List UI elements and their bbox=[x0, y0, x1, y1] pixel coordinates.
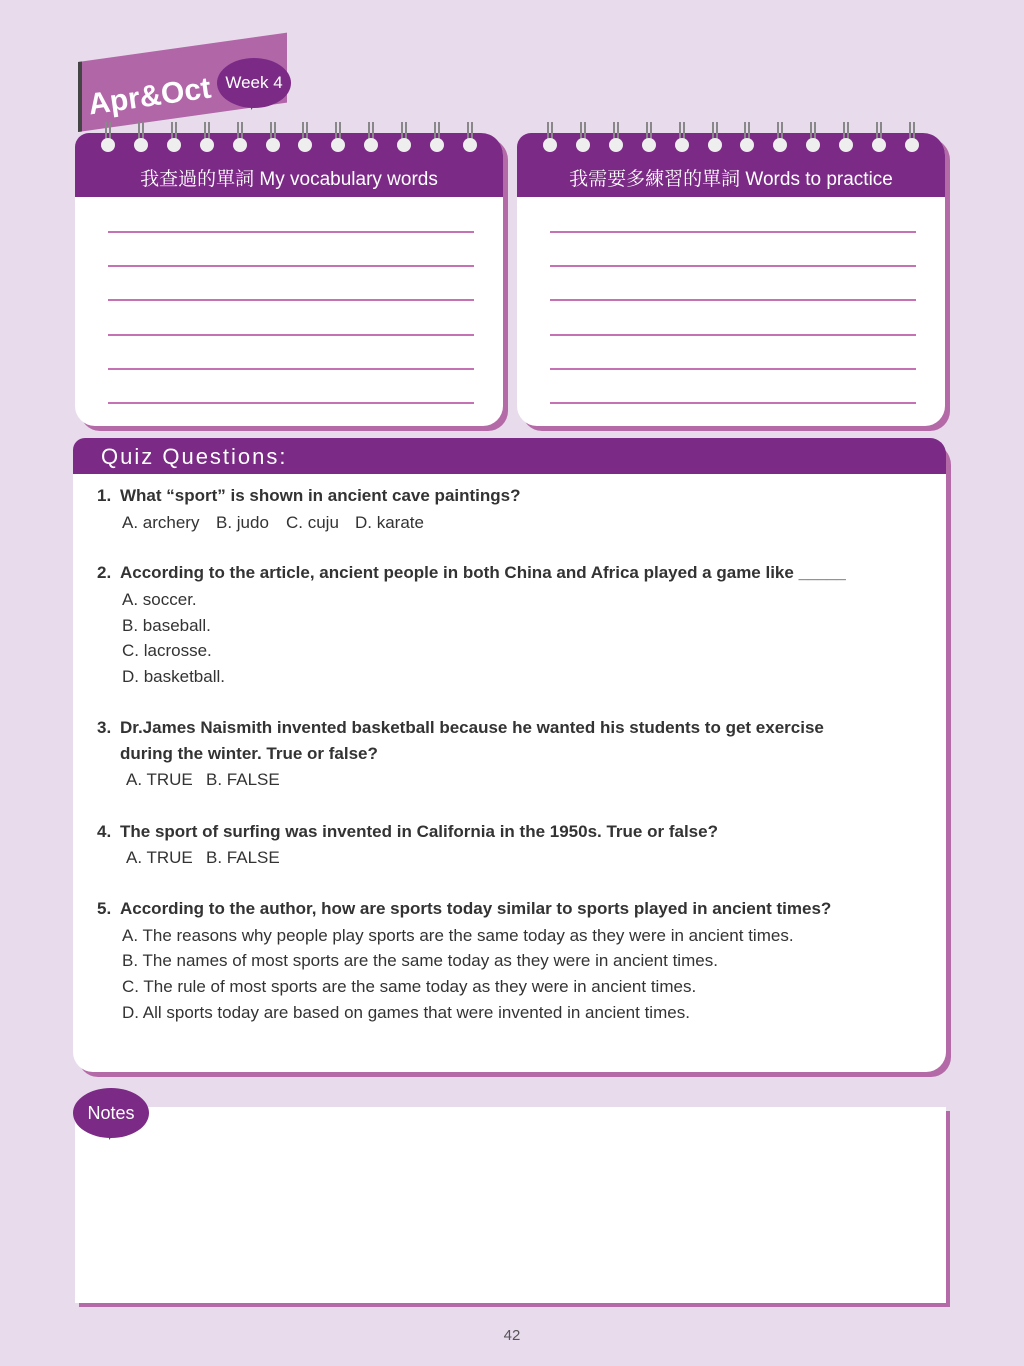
q2-option-b[interactable]: B. baseball. bbox=[122, 616, 211, 635]
spiral-ring bbox=[200, 138, 214, 152]
notes-box[interactable] bbox=[75, 1107, 946, 1303]
quiz-box bbox=[73, 438, 946, 1072]
spiral-ring bbox=[642, 138, 656, 152]
spiral-ring bbox=[233, 138, 247, 152]
spiral-ring bbox=[430, 138, 444, 152]
q3-option-a[interactable]: A. TRUE bbox=[126, 770, 193, 789]
vocab-title: 我查過的單詞 My vocabulary words bbox=[75, 133, 503, 197]
spiral-ring bbox=[397, 138, 411, 152]
writing-line[interactable] bbox=[550, 299, 916, 301]
writing-line[interactable] bbox=[108, 334, 474, 336]
month-label: Apr&Oct bbox=[86, 71, 213, 122]
notes-label: Notes bbox=[73, 1088, 149, 1138]
q5-option-b[interactable]: B. The names of most sports are the same today as they were in ancient times. bbox=[122, 951, 718, 970]
spiral-ring bbox=[543, 138, 557, 152]
q3-option-b[interactable]: B. FALSE bbox=[206, 770, 280, 789]
question-5: 5. According to the author, how are sports today similar to sports played in ancient times? bbox=[97, 899, 832, 918]
q5-option-c[interactable]: C. The rule of most sports are the same today as they were in ancient times. bbox=[122, 977, 697, 996]
spiral-ring bbox=[101, 138, 115, 152]
q5-option-d[interactable]: D. All sports today are based on games that were invented in ancient times. bbox=[122, 1003, 690, 1022]
question-2: 2. According to the article, ancient people in both China and Africa played a game like _____ bbox=[97, 563, 846, 582]
question-3: 3. Dr.James Naismith invented basketball because he wanted his students to get exercise bbox=[97, 718, 824, 737]
q5-option-a[interactable]: A. The reasons why people play sports are the same today as they were in ancient times. bbox=[122, 926, 794, 945]
writing-line[interactable] bbox=[550, 368, 916, 370]
question-3-cont: during the winter. True or false? bbox=[120, 744, 378, 763]
spiral-ring bbox=[576, 138, 590, 152]
q1-option-d[interactable]: D. karate bbox=[355, 513, 424, 532]
spiral-ring bbox=[266, 138, 280, 152]
q2-option-a[interactable]: A. soccer. bbox=[122, 590, 197, 609]
q1-option-b[interactable]: B. judo bbox=[216, 513, 269, 532]
q1-option-c[interactable]: C. cuju bbox=[286, 513, 339, 532]
writing-line[interactable] bbox=[108, 402, 474, 404]
writing-line[interactable] bbox=[550, 231, 916, 233]
page-number: 42 bbox=[503, 1327, 521, 1344]
week-badge: Week 4 bbox=[217, 58, 291, 108]
spiral-ring bbox=[134, 138, 148, 152]
spiral-ring bbox=[905, 138, 919, 152]
q1-option-a[interactable]: A. archery bbox=[122, 513, 200, 532]
spiral-ring bbox=[872, 138, 886, 152]
question-1: 1. What “sport” is shown in ancient cave paintings? bbox=[97, 486, 521, 505]
writing-line[interactable] bbox=[108, 231, 474, 233]
q4-option-b[interactable]: B. FALSE bbox=[206, 848, 280, 867]
quiz-title: Quiz Questions: bbox=[73, 438, 946, 474]
practice-notebook bbox=[517, 133, 945, 426]
q2-option-c[interactable]: C. lacrosse. bbox=[122, 641, 212, 660]
writing-line[interactable] bbox=[108, 299, 474, 301]
vocab-notebook bbox=[75, 133, 503, 426]
writing-line[interactable] bbox=[550, 265, 916, 267]
writing-line[interactable] bbox=[550, 402, 916, 404]
writing-line[interactable] bbox=[550, 334, 916, 336]
writing-line[interactable] bbox=[108, 265, 474, 267]
spiral-ring bbox=[839, 138, 853, 152]
q4-option-a[interactable]: A. TRUE bbox=[126, 848, 193, 867]
q2-option-d[interactable]: D. basketball. bbox=[122, 667, 225, 686]
spiral-ring bbox=[708, 138, 722, 152]
spiral-ring bbox=[609, 138, 623, 152]
practice-title: 我需要多練習的單詞 Words to practice bbox=[517, 133, 945, 197]
spiral-ring bbox=[675, 138, 689, 152]
writing-line[interactable] bbox=[108, 368, 474, 370]
spiral-ring bbox=[167, 138, 181, 152]
question-4: 4. The sport of surfing was invented in California in the 1950s. True or false? bbox=[97, 822, 718, 841]
spiral-ring bbox=[463, 138, 477, 152]
